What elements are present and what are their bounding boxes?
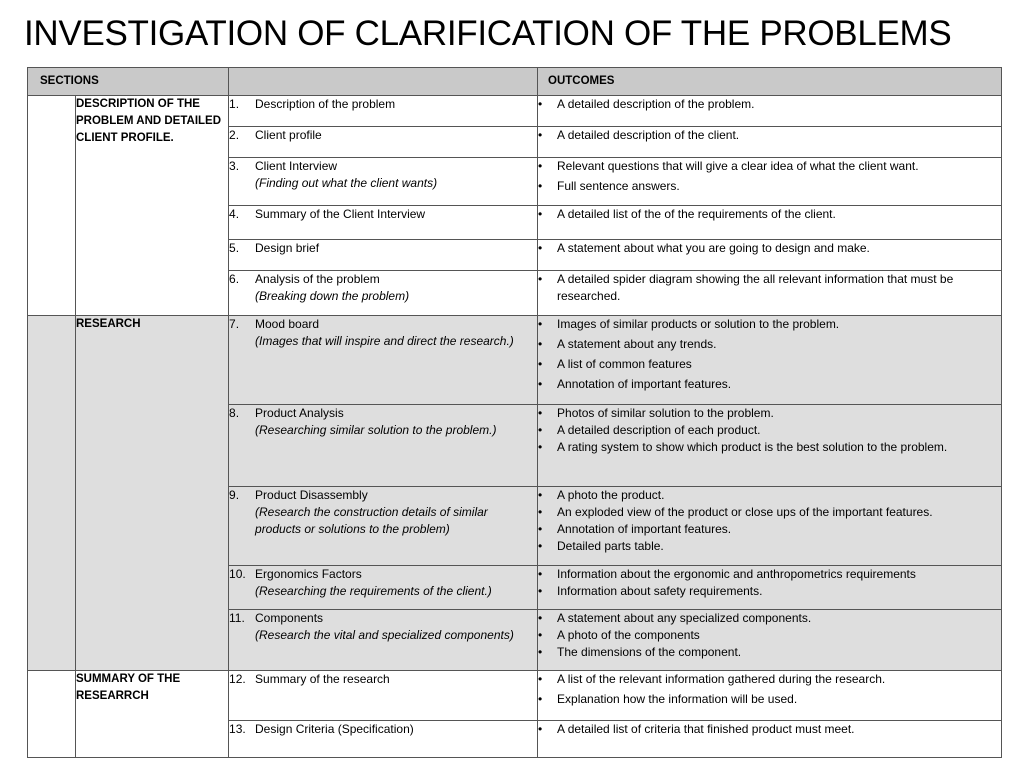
outcome-list bbox=[538, 721, 1001, 738]
bullet-icon: • bbox=[538, 357, 543, 371]
outcome-text: The dimensions of the component. bbox=[557, 645, 742, 659]
bullet-icon: • bbox=[538, 423, 543, 437]
investigation-table bbox=[27, 67, 1002, 758]
outcome-list bbox=[538, 127, 1001, 144]
step-cell bbox=[229, 96, 538, 127]
step-note: (Images that will inspire and direct the research.) bbox=[255, 334, 514, 348]
outcome-item bbox=[538, 405, 1001, 422]
outcome-list bbox=[538, 610, 1001, 661]
outcome-item bbox=[538, 538, 1001, 555]
outcome-text: A detailed description of the client. bbox=[557, 128, 740, 142]
outcome-cell bbox=[538, 487, 1002, 566]
outcome-list bbox=[538, 405, 1001, 456]
step-cell bbox=[229, 206, 538, 240]
step-cell bbox=[229, 271, 538, 316]
outcome-text: Relevant questions that will give a clear idea of what the client want. bbox=[557, 159, 919, 173]
step-title: Client Interview bbox=[255, 159, 338, 173]
outcome-item bbox=[538, 671, 1001, 688]
outcome-text: Information about safety requirements. bbox=[557, 584, 763, 598]
table-body bbox=[28, 96, 1002, 758]
step-title: Description of the problem bbox=[255, 97, 396, 111]
bullet-icon: • bbox=[538, 645, 543, 659]
outcome-list bbox=[538, 566, 1001, 600]
step-number: 6. bbox=[229, 272, 240, 286]
outcome-text: Images of similar products or solution to the problem. bbox=[557, 317, 840, 331]
outcomes-header: OUTCOMES bbox=[538, 68, 1002, 96]
step-note: (Researching similar solution to the problem.) bbox=[255, 423, 497, 437]
outcome-text: Explanation how the information will be used. bbox=[557, 692, 798, 706]
outcome-text: A statement about any trends. bbox=[557, 337, 717, 351]
outcome-text: A statement about what you are going to design and make. bbox=[557, 241, 870, 255]
outcome-list bbox=[538, 316, 1001, 393]
bullet-icon: • bbox=[538, 159, 543, 173]
outcome-item bbox=[538, 566, 1001, 583]
outcome-text: A detailed list of the of the requirements of the client. bbox=[557, 207, 836, 221]
step-title: Product Disassembly bbox=[255, 488, 368, 502]
outcome-text: A rating system to show which product is the best solution to the problem. bbox=[557, 440, 948, 454]
step-number: 2. bbox=[229, 128, 240, 142]
outcome-text: An exploded view of the product or close ups of the important features. bbox=[557, 505, 933, 519]
step-title: Design Criteria (Specification) bbox=[255, 722, 414, 736]
step-number: 9. bbox=[229, 488, 240, 502]
outcome-text: Annotation of important features. bbox=[557, 377, 732, 391]
bullet-icon: • bbox=[538, 628, 543, 642]
bullet-icon: • bbox=[538, 584, 543, 598]
bullet-icon: • bbox=[538, 241, 543, 255]
outcome-item bbox=[538, 178, 1001, 195]
outcome-item bbox=[538, 610, 1001, 627]
outcome-item bbox=[538, 240, 1001, 257]
bullet-icon: • bbox=[538, 692, 543, 706]
outcome-text: A statement about any specialized components. bbox=[557, 611, 812, 625]
outcome-text: A detailed description of each product. bbox=[557, 423, 761, 437]
step-cell bbox=[229, 240, 538, 271]
outcome-text: A list of common features bbox=[557, 357, 692, 371]
steps-header bbox=[229, 68, 538, 96]
outcome-cell bbox=[538, 671, 1002, 721]
bullet-icon: • bbox=[538, 539, 543, 553]
outcome-item bbox=[538, 127, 1001, 144]
outcome-text: Photos of similar solution to the problem. bbox=[557, 406, 774, 420]
bullet-icon: • bbox=[538, 522, 543, 536]
step-title: Analysis of the problem bbox=[255, 272, 380, 286]
bullet-icon: • bbox=[538, 611, 543, 625]
outcome-list bbox=[538, 271, 1001, 305]
bullet-icon: • bbox=[538, 440, 543, 454]
step-cell bbox=[229, 158, 538, 206]
outcome-item bbox=[538, 96, 1001, 113]
section-name: DESCRIPTION OF THE PROBLEM AND DETAILED CLIENT PROFILE. bbox=[76, 96, 229, 316]
bullet-icon: • bbox=[538, 337, 543, 351]
outcome-item bbox=[538, 356, 1001, 373]
bullet-icon: • bbox=[538, 377, 543, 391]
outcome-list bbox=[538, 158, 1001, 195]
outcome-item bbox=[538, 721, 1001, 738]
outcome-list bbox=[538, 96, 1001, 113]
step-title: Product Analysis bbox=[255, 406, 344, 420]
outcome-item bbox=[538, 316, 1001, 333]
outcome-list bbox=[538, 206, 1001, 223]
bullet-icon: • bbox=[538, 207, 543, 221]
outcome-item bbox=[538, 336, 1001, 353]
step-cell bbox=[229, 487, 538, 566]
outcome-item bbox=[538, 439, 1001, 456]
step-title: Summary of the Client Interview bbox=[255, 207, 426, 221]
step-number: 11. bbox=[229, 611, 245, 625]
bullet-icon: • bbox=[538, 272, 543, 286]
section-marker-cell bbox=[28, 316, 76, 671]
outcome-text: Information about the ergonomic and anthropometrics requirements bbox=[557, 567, 916, 581]
outcome-cell bbox=[538, 127, 1002, 158]
step-note: (Research the construction details of similar products or solutions to the problem) bbox=[255, 505, 488, 536]
outcome-cell bbox=[538, 240, 1002, 271]
outcome-item bbox=[538, 271, 1001, 305]
outcome-item bbox=[538, 583, 1001, 600]
outcome-cell bbox=[538, 721, 1002, 758]
outcome-cell bbox=[538, 158, 1002, 206]
step-cell bbox=[229, 566, 538, 610]
step-number: 10. bbox=[229, 567, 246, 581]
step-cell bbox=[229, 405, 538, 487]
bullet-icon: • bbox=[538, 406, 543, 420]
outcome-text: Full sentence answers. bbox=[557, 179, 680, 193]
header-row bbox=[28, 68, 1002, 96]
outcome-item bbox=[538, 627, 1001, 644]
step-number: 8. bbox=[229, 406, 240, 420]
step-title: Summary of the research bbox=[255, 672, 390, 686]
step-note: (Breaking down the problem) bbox=[255, 289, 410, 303]
outcome-list bbox=[538, 240, 1001, 257]
bullet-icon: • bbox=[538, 488, 543, 502]
outcome-list bbox=[538, 487, 1001, 555]
outcome-item bbox=[538, 487, 1001, 504]
bullet-icon: • bbox=[538, 505, 543, 519]
section-marker-cell bbox=[28, 671, 76, 758]
outcome-cell bbox=[538, 271, 1002, 316]
section-name: RESEARCH bbox=[76, 316, 229, 671]
step-cell bbox=[229, 721, 538, 758]
outcome-cell bbox=[538, 206, 1002, 240]
outcome-item bbox=[538, 644, 1001, 661]
step-title: Ergonomics Factors bbox=[255, 567, 362, 581]
step-title: Design brief bbox=[255, 241, 320, 255]
outcome-cell bbox=[538, 405, 1002, 487]
step-cell bbox=[229, 127, 538, 158]
outcome-list bbox=[538, 671, 1001, 708]
section-marker-cell bbox=[28, 96, 76, 316]
bullet-icon: • bbox=[538, 97, 543, 111]
step-cell bbox=[229, 316, 538, 405]
step-title: Client profile bbox=[255, 128, 322, 142]
outcome-cell bbox=[538, 96, 1002, 127]
bullet-icon: • bbox=[538, 722, 543, 736]
outcome-item bbox=[538, 521, 1001, 538]
outcome-text: A list of the relevant information gathered during the research. bbox=[557, 672, 886, 686]
section-name: SUMMARY OF THE RESEARRCH bbox=[76, 671, 229, 758]
outcome-item bbox=[538, 158, 1001, 175]
outcome-item bbox=[538, 504, 1001, 521]
bullet-icon: • bbox=[538, 179, 543, 193]
outcome-text: A detailed list of criteria that finished product must meet. bbox=[557, 722, 855, 736]
page-title: INVESTIGATION OF CLARIFICATION OF THE PROBLEMS bbox=[24, 14, 952, 53]
bullet-icon: • bbox=[538, 672, 543, 686]
outcome-text: A detailed description of the problem. bbox=[557, 97, 755, 111]
step-cell bbox=[229, 671, 538, 721]
step-note: (Finding out what the client wants) bbox=[255, 176, 438, 190]
step-number: 12. bbox=[229, 672, 246, 686]
step-title: Components bbox=[255, 611, 324, 625]
table-row bbox=[28, 671, 1002, 721]
outcome-text: A photo the product. bbox=[557, 488, 665, 502]
outcome-text: A detailed spider diagram showing the all relevant information that must be researched. bbox=[557, 272, 954, 303]
outcome-text: A photo of the components bbox=[557, 628, 700, 642]
outcome-item bbox=[538, 691, 1001, 708]
outcome-cell bbox=[538, 610, 1002, 671]
step-number: 7. bbox=[229, 317, 240, 331]
step-title: Mood board bbox=[255, 317, 320, 331]
step-number: 1. bbox=[229, 97, 240, 111]
step-number: 5. bbox=[229, 241, 240, 255]
bullet-icon: • bbox=[538, 128, 543, 142]
outcome-item bbox=[538, 422, 1001, 439]
outcome-item bbox=[538, 376, 1001, 393]
step-number: 3. bbox=[229, 159, 240, 173]
step-cell bbox=[229, 610, 538, 671]
sections-header: SECTIONS bbox=[28, 68, 229, 96]
step-note: (Researching the requirements of the client.) bbox=[255, 584, 492, 598]
outcome-cell bbox=[538, 316, 1002, 405]
outcome-cell bbox=[538, 566, 1002, 610]
step-number: 13. bbox=[229, 722, 246, 736]
outcome-text: Annotation of important features. bbox=[557, 522, 732, 536]
bullet-icon: • bbox=[538, 317, 543, 331]
step-number: 4. bbox=[229, 207, 240, 221]
outcome-text: Detailed parts table. bbox=[557, 539, 664, 553]
bullet-icon: • bbox=[538, 567, 543, 581]
outcome-item bbox=[538, 206, 1001, 223]
table-row bbox=[28, 316, 1002, 405]
step-note: (Research the vital and specialized components) bbox=[255, 628, 514, 642]
table-row bbox=[28, 96, 1002, 127]
